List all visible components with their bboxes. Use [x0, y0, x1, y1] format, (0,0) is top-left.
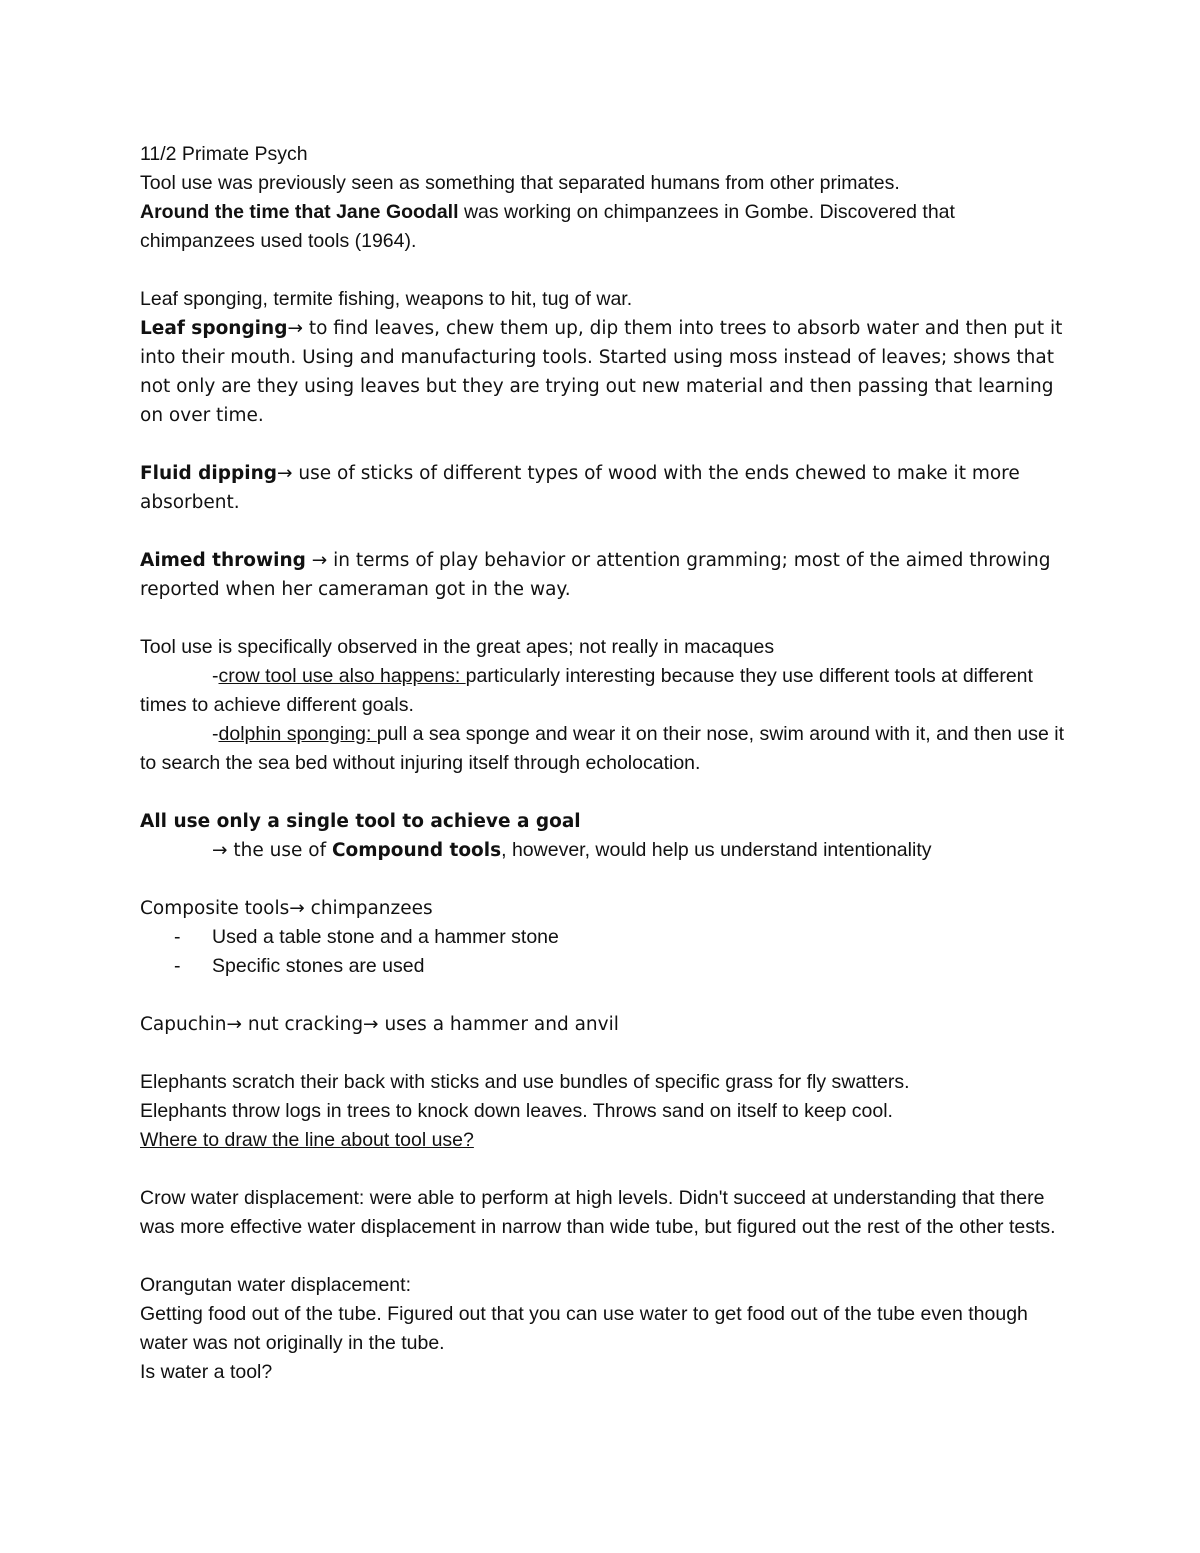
dolphin-underlined: dolphin sponging: — [218, 723, 377, 745]
paragraph-compound — [140, 836, 1065, 865]
bullet-dash: - — [174, 955, 181, 977]
compound-prefix: → the use of — [212, 840, 332, 861]
doc-title: 11/2 Primate Psych — [140, 143, 308, 165]
crow-text: particularly interesting because they use different tools at different times to achieve different goals. — [140, 665, 1033, 716]
goodall-bold: Around the time that Jane Goodall — [140, 201, 459, 223]
list-item-text: Specific stones are used — [212, 955, 425, 977]
spacer — [140, 1039, 1065, 1068]
fluid-dipping-text: → use of sticks of different types of wood with the ends chewed to make it more absorbent. — [140, 463, 1020, 513]
leaf-sponging-bold: Leaf sponging — [140, 318, 288, 339]
spacer — [140, 865, 1065, 894]
spacer — [140, 1242, 1065, 1271]
spacer — [140, 517, 1065, 546]
paragraph-orangutan-text: Getting food out of the tube. Figured out that you can use water to get food out of the tube even though water was not originally in the tube. — [140, 1303, 1028, 1354]
paragraph-question: Is water a tool? — [140, 1361, 273, 1383]
paragraph-great-apes: Tool use is specifically observed in the great apes; not really in macaques — [140, 636, 775, 658]
paragraph-elephants-1: Elephants scratch their back with sticks and use bundles of specific grass for fly swatters. — [140, 1071, 910, 1093]
paragraph-intro: Tool use was previously seen as something that separated humans from other primates. — [140, 172, 900, 194]
paragraph-goodall — [140, 198, 1065, 256]
spacer — [140, 256, 1065, 285]
paragraph-single-tool: All use only a single tool to achieve a goal — [140, 811, 581, 832]
paragraph-leaf-sponging — [140, 314, 1065, 430]
dolphin-prefix: - — [212, 723, 219, 745]
crow-prefix: - — [212, 665, 219, 687]
paragraph-crow-water: Crow water displacement: were able to perform at high levels. Didn't succeed at understanding that there was more effective water displacement in narrow than wide tube, but figured out the rest of the other tests. — [140, 1187, 1056, 1238]
paragraph-fluid-dipping — [140, 459, 1065, 517]
aimed-throwing-text: → in terms of play behavior or attention gramming; most of the aimed throwing reported when her cameraman got in the way. — [140, 550, 1051, 600]
paragraph-aimed-throwing — [140, 546, 1065, 604]
spacer — [140, 430, 1065, 459]
paragraph-composite: Composite tools→ chimpanzees — [140, 898, 433, 919]
compound-text: , however, would help us understand intentionality — [501, 839, 932, 861]
list-item — [140, 952, 1065, 981]
fluid-dipping-bold: Fluid dipping — [140, 463, 277, 484]
aimed-throwing-bold: Aimed throwing — [140, 550, 306, 571]
list-item — [140, 923, 1065, 952]
list-item-text: Used a table stone and a hammer stone — [212, 926, 559, 948]
dolphin-text: pull a sea sponge and wear it on their nose, swim around with it, and then use it to search the sea bed without injuring itself through echolocation. — [140, 723, 1065, 774]
paragraph-elephants-2: Elephants throw logs in trees to knock down leaves. Throws sand on itself to keep cool. — [140, 1100, 893, 1122]
paragraph-orangutan-title: Orangutan water displacement: — [140, 1274, 411, 1296]
paragraph-where-line: Where to draw the line about tool use? — [140, 1129, 474, 1151]
document-content — [140, 140, 1065, 1387]
composite-bullet-list — [140, 923, 1065, 981]
paragraph-dolphin — [140, 720, 1065, 778]
spacer — [140, 981, 1065, 1010]
crow-underlined: crow tool use also happens: — [218, 665, 466, 687]
spacer — [140, 778, 1065, 807]
paragraph-crow — [140, 662, 1065, 720]
goodall-text: was working on chimpanzees in Gombe. Discovered that chimpanzees used tools (1964). — [140, 201, 955, 252]
spacer — [140, 1155, 1065, 1184]
compound-bold: Compound tools — [331, 840, 502, 861]
paragraph-tool-list: Leaf sponging, termite fishing, weapons to hit, tug of war. — [140, 288, 633, 310]
bullet-dash: - — [174, 926, 181, 948]
paragraph-capuchin: Capuchin→ nut cracking→ uses a hammer and anvil — [140, 1014, 619, 1035]
leaf-sponging-text: → to find leaves, chew them up, dip them into trees to absorb water and then put it into their mouth. Using and manufacturing tools. Started using moss instead of leaves; shows that not only are they using leaves but they are trying out new material and then passing that learning on over time. — [140, 318, 1063, 426]
spacer — [140, 604, 1065, 633]
